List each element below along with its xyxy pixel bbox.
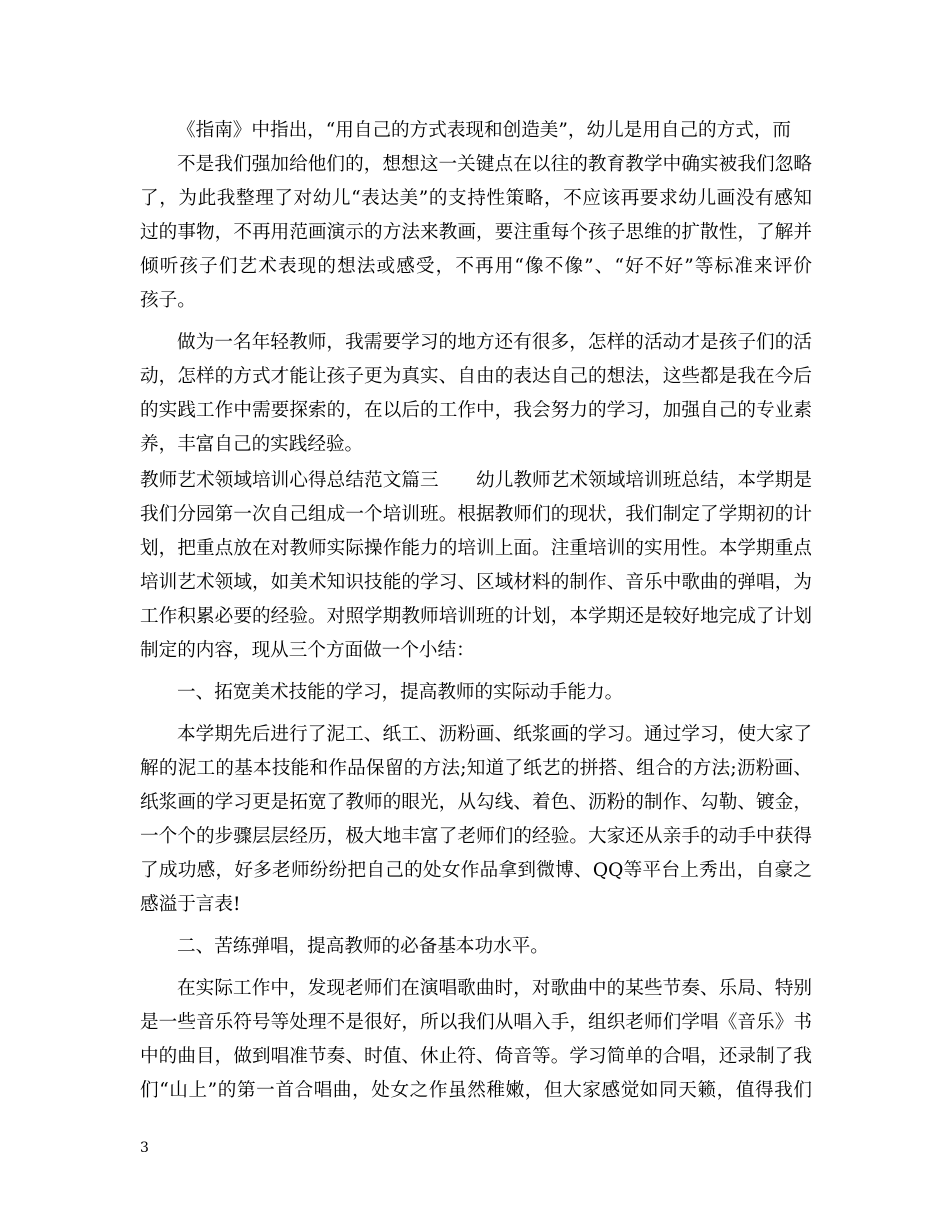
text-line: 解的泥工的基本技能和作品保留的方法;知道了纸艺的拼搭、组合的方法;沥粉画、 xyxy=(140,758,812,779)
text-line: 是一些音乐符号等处理不是很好，所以我们从唱入手，组织老师们学唱《音乐》书 xyxy=(140,1012,812,1033)
text-line: 孩子。 xyxy=(140,290,196,311)
text-line: 培训艺术领域，如美术知识技能的学习、区域材料的制作、音乐中歌曲的弹唱，为 xyxy=(140,572,812,593)
text-line: 《指南》中指出，“用自己的方式表现和创造美”，幼儿是用自己的方式，而 xyxy=(177,120,792,141)
text-line: 过的事物，不再用范画演示的方法来教画，要注重每个孩子思维的扩散性，了解并 xyxy=(140,222,812,243)
text-line: 感溢于言表! xyxy=(140,894,241,915)
text-line: 中的曲目，做到唱准节奏、时值、休止符、倚音等。学习简单的合唱，还录制了我 xyxy=(140,1046,812,1067)
text-line: 们“山上”的第一首合唱曲，处女之作虽然稚嫩，但大家感觉如同天籁，值得我们 xyxy=(140,1080,812,1101)
text-line: 倾听孩子们艺术表现的想法或感受，不再用“像不像”、“好不好”等标准来评价 xyxy=(140,256,812,277)
text-line: 我们分园第一次自己组成一个培训班。根据教师们的现状，我们制定了学期初的计 xyxy=(140,504,812,525)
text-line: 划，把重点放在对教师实际操作能力的培训上面。注重培训的实用性。本学期重点 xyxy=(140,538,812,559)
text-line: 了，为此我整理了对幼儿“表达美”的支持性策略，不应该再要求幼儿画没有感知 xyxy=(140,188,812,209)
text-line: 制定的内容，现从三个方面做一个小结： xyxy=(140,640,475,661)
text-line: 动，怎样的方式才能让孩子更为真实、自由的表达自己的想法，这些都是我在今后 xyxy=(140,366,812,387)
text-line: 纸浆画的学习更是拓宽了教师的眼光，从勾线、着色、沥粉的制作、勾勒、镀金， xyxy=(140,792,812,813)
text-line: 工作积累必要的经验。对照学期教师培训班的计划，本学期还是较好地完成了计划 xyxy=(140,606,812,627)
subheading-line: 一、拓宽美术技能的学习，提高教师的实际动手能力。 xyxy=(177,682,624,703)
text-line: 做为一名年轻教师，我需要学习的地方还有很多，怎样的活动才是孩子们的活 xyxy=(177,332,812,353)
text-line: 本学期先后进行了泥工、纸工、沥粉画、纸浆画的学习。通过学习，使大家了 xyxy=(177,724,812,745)
page-number: 3 xyxy=(140,1140,149,1156)
text-line: 了成功感，好多老师纷纷把自己的处女作品拿到微博、QQ等平台上秀出，自豪之 xyxy=(140,860,812,881)
text-line: 养，丰富自己的实践经验。 xyxy=(140,434,364,455)
text-line: 在实际工作中，发现老师们在演唱歌曲时，对歌曲中的某些节奏、乐局、特别 xyxy=(177,978,812,999)
subheading-line: 二、苦练弹唱，提高教师的必备基本功水平。 xyxy=(177,936,549,957)
section-heading-line: 教师艺术领域培训心得总结范文篇三 幼儿教师艺术领域培训班总结，本学期是 xyxy=(140,470,812,491)
text-line: 不是我们强加给他们的，想想这一关键点在以往的教育教学中确实被我们忽略 xyxy=(177,154,812,175)
text-line: 的实践工作中需要探索的，在以后的工作中，我会努力的学习，加强自己的专业素 xyxy=(140,400,812,421)
text-line: 一个个的步骤层层经历，极大地丰富了老师们的经验。大家还从亲手的动手中获得 xyxy=(140,826,812,847)
